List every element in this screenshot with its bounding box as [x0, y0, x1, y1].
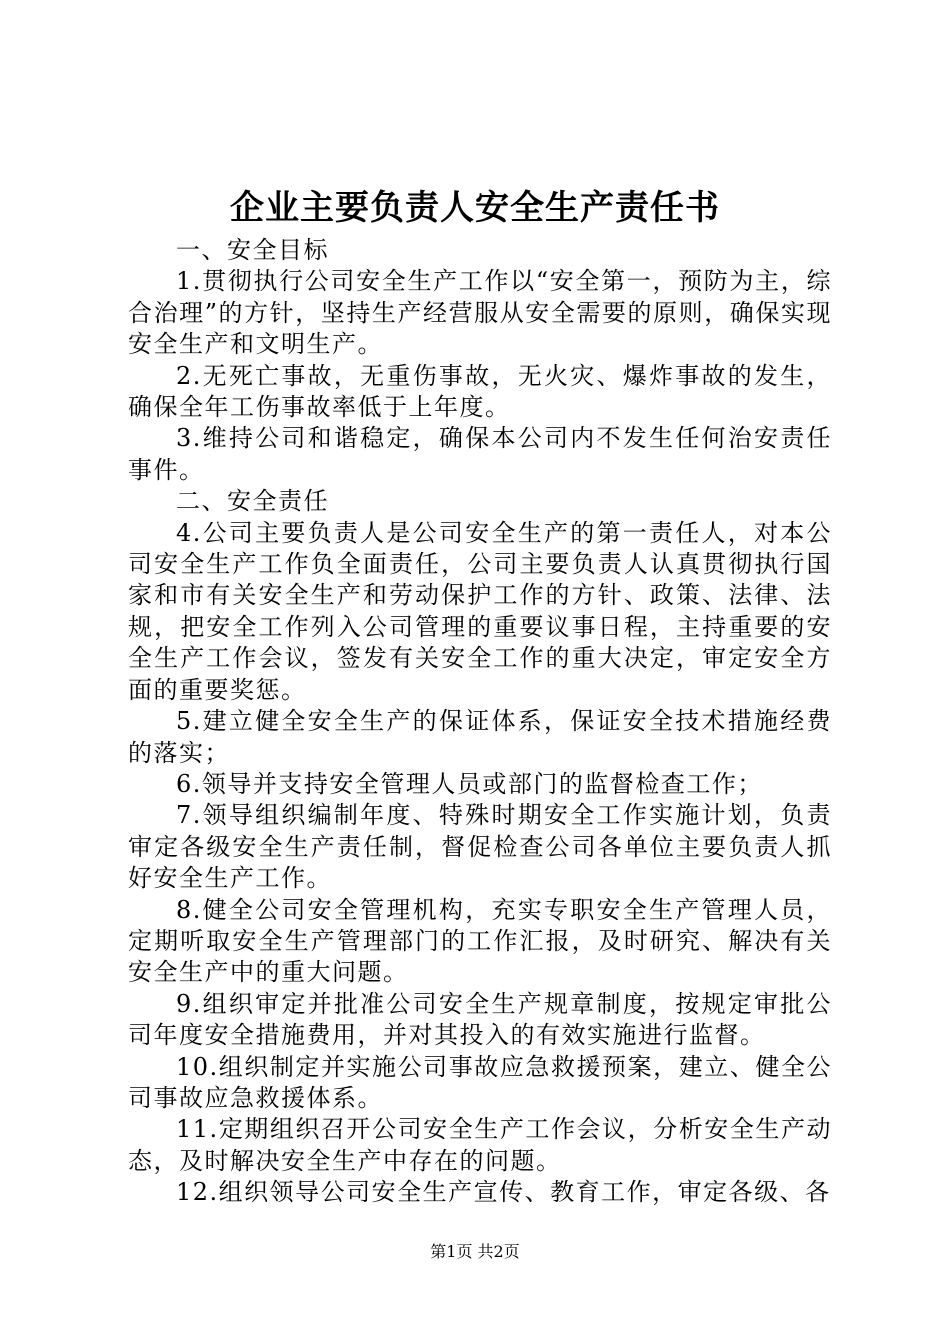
page-number-footer: 第1页 共2页 [430, 1242, 520, 1261]
section-heading-safety-responsibility: 二、安全责任 [176, 487, 329, 516]
document-title: 企业主要负责人安全生产责任书 [230, 188, 720, 228]
paragraph-item-6: 6.领导并支持安全管理人员或部门的监督检查工作； [176, 769, 763, 798]
document-body [128, 235, 832, 1209]
paragraph-item-12: 12.组织领导公司安全生产宣传、教育工作，审定各级、各 [176, 1178, 831, 1207]
paragraph-item-5: 5.建立健全安全生产的保证体系，保证安全技术措施经费的落实； [128, 707, 832, 767]
paragraph-item-9: 9.组织审定并批准公司安全生产规章制度，按规定审批公司年度安全措施费用，并对其投入的有效实施进行监督。 [128, 989, 832, 1050]
paragraph-item-4: 4.公司主要负责人是公司安全生产的第一责任人，对本公司安全生产工作负全面责任，公司主要负责人认真贯彻执行国家和市有关安全生产和劳动保护工作的方针、政策、法律、法规，把安全工作列入公司管理的重要议事日程，主持重要的安全生产工作会议，签发有关安全工作的重大决定，审定安全方面的重要奖惩。 [128, 518, 832, 704]
paragraph-item-11: 11.定期组织召开公司安全生产工作会议，分析安全生产动态，及时解决安全生产中存在的问题。 [128, 1115, 832, 1175]
paragraph-item-8: 8.健全公司安全管理机构，充实专职安全生产管理人员，定期听取安全生产管理部门的工作汇报，及时研究、解决有关安全生产中的重大问题。 [128, 895, 832, 987]
section-heading-safety-goals: 一、安全目标 [176, 236, 329, 264]
paragraph-item-3: 3.维持公司和谐稳定，确保本公司内不发生任何治安责任事件。 [128, 424, 832, 484]
paragraph-item-1: 1.贯彻执行公司安全生产工作以“安全第一，预防为主，综合治理”的方针，坚持生产经营服从安全需要的原则，确保实现安全生产和文明生产。 [128, 267, 832, 359]
paragraph-item-2: 2.无死亡事故，无重伤事故，无火灾、爆炸事故的发生，确保全年工伤事故率低于上年度。 [128, 361, 832, 422]
paragraph-item-7: 7.领导组织编制年度、特殊时期安全工作实施计划，负责审定各级安全生产责任制，督促检查公司各单位主要负责人抓好安全生产工作。 [128, 801, 832, 893]
paragraph-item-10: 10.组织制定并实施公司事故应急救援预案，建立、健全公司事故应急救援体系。 [128, 1052, 832, 1112]
